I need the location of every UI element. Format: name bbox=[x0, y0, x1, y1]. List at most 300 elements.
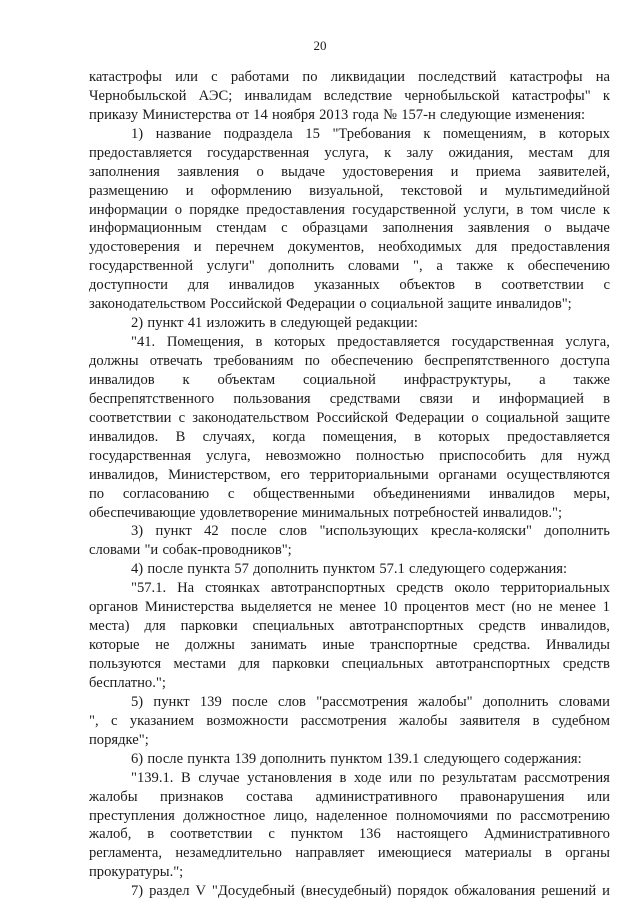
word: инвалидам bbox=[244, 87, 312, 104]
text-line bbox=[89, 541, 610, 560]
word: которых bbox=[438, 428, 490, 445]
word: катастрофы bbox=[89, 68, 162, 85]
word: дополнить bbox=[260, 750, 326, 767]
word: средств bbox=[562, 656, 610, 673]
word: содержания: bbox=[504, 750, 582, 767]
word: соответствии bbox=[170, 826, 253, 843]
word: соответствии bbox=[89, 409, 172, 426]
word: местам bbox=[528, 144, 574, 161]
word: органами bbox=[438, 466, 497, 483]
text-line bbox=[89, 693, 610, 712]
word: словами bbox=[89, 542, 141, 559]
word: 10 bbox=[382, 599, 398, 616]
word: парковки bbox=[180, 618, 238, 635]
text-line bbox=[89, 68, 610, 87]
word: катастрофы" bbox=[511, 87, 591, 104]
word: Помещения, bbox=[166, 334, 244, 351]
word: заявления bbox=[467, 220, 530, 237]
word: пункт bbox=[153, 693, 190, 710]
text-line bbox=[89, 674, 610, 693]
word: территориальных bbox=[500, 580, 610, 597]
word: в bbox=[414, 428, 422, 445]
word: с bbox=[178, 409, 186, 426]
word: для bbox=[541, 447, 563, 464]
word: "57.1. bbox=[131, 580, 167, 597]
word: пункта bbox=[187, 750, 231, 767]
word: административного bbox=[315, 788, 438, 805]
word: в bbox=[147, 826, 155, 843]
word: 157-н bbox=[401, 106, 436, 123]
word: решений bbox=[541, 883, 597, 900]
word: государственная bbox=[207, 144, 310, 161]
document-body bbox=[89, 68, 610, 901]
word: беспрепятственного bbox=[89, 390, 215, 407]
word: информацией bbox=[499, 390, 584, 407]
word: о bbox=[256, 163, 264, 180]
word: инвалидов, bbox=[540, 618, 610, 635]
word: жалобы" bbox=[418, 693, 473, 710]
word: государственная bbox=[451, 334, 554, 351]
text-line bbox=[89, 598, 610, 617]
word: следующие bbox=[439, 106, 512, 123]
word: органов bbox=[89, 599, 139, 616]
word: мультимедийной bbox=[505, 182, 610, 199]
text-line bbox=[89, 617, 610, 636]
word: автотранспортных bbox=[349, 618, 464, 635]
word: заявителя bbox=[459, 712, 521, 729]
word: "рассмотрения bbox=[316, 693, 408, 710]
word: указанием bbox=[129, 712, 195, 729]
word: 2013 bbox=[319, 106, 349, 123]
word: Федерации bbox=[395, 409, 465, 426]
word: судебном bbox=[551, 712, 610, 729]
word: ноября bbox=[271, 106, 315, 123]
text-line bbox=[89, 712, 610, 731]
word: заполнения bbox=[89, 163, 160, 180]
word: беспрепятственного bbox=[424, 353, 550, 370]
word: государственной bbox=[352, 201, 457, 218]
word: кресла-коляски" bbox=[430, 523, 533, 540]
word: слов bbox=[279, 523, 308, 540]
word: процентов bbox=[404, 599, 469, 616]
word: средствами bbox=[329, 390, 401, 407]
word: в bbox=[539, 125, 547, 142]
word: название bbox=[155, 125, 212, 142]
word: материалы bbox=[464, 845, 532, 862]
word: с bbox=[110, 712, 118, 729]
word: необходимых bbox=[378, 239, 462, 256]
text-line bbox=[89, 220, 610, 239]
word: к bbox=[506, 258, 515, 275]
word: лицо, bbox=[273, 807, 308, 824]
word: выдаче bbox=[281, 163, 325, 180]
word: пункт bbox=[155, 523, 192, 540]
word: вследствие bbox=[323, 87, 393, 104]
word: случае bbox=[198, 769, 240, 786]
word: содержания: bbox=[489, 561, 568, 578]
word: инвалидов bbox=[89, 371, 155, 388]
word: В bbox=[181, 769, 191, 786]
word: о bbox=[174, 201, 183, 218]
word: текстовой bbox=[400, 182, 463, 199]
word: законодательством bbox=[192, 409, 310, 426]
word: жалобы bbox=[89, 788, 138, 805]
text-line bbox=[89, 409, 610, 428]
word: должностное bbox=[183, 807, 266, 824]
word: (но bbox=[511, 599, 532, 616]
text-line bbox=[89, 731, 610, 750]
word: Российской bbox=[316, 409, 389, 426]
word: следующего bbox=[423, 750, 500, 767]
word: дополнить bbox=[253, 561, 319, 578]
word: 139 bbox=[234, 750, 257, 767]
word: для bbox=[187, 277, 210, 294]
word: по bbox=[89, 485, 105, 502]
word: и bbox=[193, 239, 202, 256]
word: 1) bbox=[131, 125, 144, 142]
word: 42 bbox=[204, 523, 219, 540]
word: порядке bbox=[189, 201, 239, 218]
word: помещения, bbox=[322, 428, 397, 445]
word: для bbox=[588, 144, 610, 161]
text-line bbox=[89, 371, 610, 390]
word: информации bbox=[89, 201, 168, 218]
word: дополнить bbox=[482, 693, 549, 710]
word: по bbox=[419, 769, 435, 786]
word: в bbox=[545, 845, 552, 862]
text-line bbox=[89, 87, 610, 106]
word: государственная bbox=[89, 447, 192, 464]
word: раздел bbox=[149, 883, 190, 900]
word: к bbox=[423, 125, 431, 142]
word: невозможно bbox=[265, 447, 341, 464]
word: средств bbox=[396, 580, 444, 597]
word: в bbox=[532, 712, 540, 729]
word: законодательством bbox=[89, 296, 206, 313]
word: когда bbox=[272, 428, 306, 445]
word: настоящего bbox=[396, 826, 468, 843]
word: около bbox=[454, 580, 490, 597]
text-line bbox=[89, 466, 610, 485]
word: жалоб, bbox=[89, 826, 132, 843]
word: а bbox=[539, 371, 546, 388]
word: образцами bbox=[302, 220, 368, 237]
word: о bbox=[471, 409, 479, 426]
word: ", bbox=[413, 258, 423, 275]
word: Административного bbox=[483, 826, 610, 843]
word: наделенное bbox=[315, 807, 388, 824]
word: специальных bbox=[341, 656, 424, 673]
word: полномочиями bbox=[395, 807, 489, 824]
word: пользования bbox=[233, 390, 311, 407]
word: пунктом bbox=[290, 826, 343, 843]
word: после bbox=[232, 693, 268, 710]
word: "Досудебный bbox=[211, 883, 295, 900]
word: изменения: bbox=[515, 106, 586, 123]
word: объектам bbox=[217, 371, 276, 388]
word: доступности bbox=[89, 277, 168, 294]
word: обеспечению bbox=[527, 258, 610, 275]
text-line bbox=[89, 201, 610, 220]
word: Чернобыльской bbox=[89, 87, 187, 104]
text-line bbox=[89, 750, 610, 769]
word: для bbox=[475, 239, 498, 256]
word: словами bbox=[558, 693, 610, 710]
text-line bbox=[89, 144, 610, 163]
text-line bbox=[89, 788, 610, 807]
word: должны bbox=[89, 353, 139, 370]
word: инвалидов bbox=[489, 485, 555, 502]
word: "и bbox=[144, 542, 159, 559]
word: также bbox=[573, 371, 610, 388]
word: также bbox=[456, 258, 494, 275]
word: потребностей bbox=[393, 504, 479, 521]
word: социальной bbox=[370, 296, 444, 313]
text-line bbox=[89, 257, 610, 276]
word: меры, bbox=[573, 485, 610, 502]
word: изложить bbox=[206, 315, 266, 332]
word: защите bbox=[565, 409, 610, 426]
word: дополнить bbox=[544, 523, 610, 540]
word: к bbox=[384, 144, 392, 161]
word: в bbox=[269, 315, 277, 332]
word: предоставляется bbox=[507, 428, 610, 445]
word: АЭС; bbox=[198, 87, 233, 104]
word: 139 bbox=[199, 693, 222, 710]
word: результатам bbox=[442, 769, 517, 786]
text-line bbox=[89, 485, 610, 504]
word: которых bbox=[274, 334, 326, 351]
word: "Требования bbox=[332, 125, 411, 142]
word: словами bbox=[348, 258, 400, 275]
word: места) bbox=[89, 618, 130, 635]
word: Министерством, bbox=[168, 466, 271, 483]
word: том bbox=[530, 201, 554, 218]
word: последствий bbox=[418, 68, 497, 85]
word: ходе bbox=[353, 769, 382, 786]
text-line bbox=[89, 163, 610, 182]
word: информационным bbox=[89, 220, 202, 237]
word: 136 bbox=[358, 826, 381, 843]
word: государственной bbox=[89, 258, 194, 275]
word: чернобыльской bbox=[404, 87, 500, 104]
word: 2) bbox=[131, 315, 144, 332]
word: иные bbox=[322, 637, 355, 654]
text-line bbox=[89, 390, 610, 409]
text-line bbox=[89, 314, 610, 333]
text-line bbox=[89, 523, 610, 542]
word: Инвалиды bbox=[546, 637, 610, 654]
word: или bbox=[389, 769, 412, 786]
word: пунктом bbox=[330, 750, 383, 767]
word: и bbox=[602, 883, 610, 900]
word: в bbox=[516, 201, 524, 218]
word: На bbox=[177, 580, 195, 597]
word: предоставляется bbox=[337, 334, 441, 351]
text-line bbox=[89, 560, 610, 579]
word: "41. bbox=[131, 334, 156, 351]
word: прокуратуры."; bbox=[89, 864, 184, 881]
word: с bbox=[227, 485, 235, 502]
word: "139.1. bbox=[131, 769, 174, 786]
text-line bbox=[89, 125, 610, 144]
text-line bbox=[89, 106, 610, 125]
word: 139.1 bbox=[386, 750, 420, 767]
word: менее bbox=[559, 599, 596, 616]
word: порядке"; bbox=[89, 731, 149, 748]
word: по bbox=[496, 807, 512, 824]
word: социальной bbox=[303, 371, 376, 388]
word: на bbox=[595, 68, 610, 85]
word: после bbox=[147, 750, 184, 767]
word: или bbox=[175, 68, 198, 85]
word: после bbox=[231, 523, 267, 540]
text-line bbox=[89, 863, 610, 882]
word: залу bbox=[406, 144, 434, 161]
word: и bbox=[479, 182, 488, 199]
word: удостоверения bbox=[342, 163, 434, 180]
word: (внесудебный) bbox=[300, 883, 392, 900]
word: с bbox=[268, 826, 275, 843]
word: Министерства bbox=[142, 106, 232, 123]
word: указанных bbox=[314, 277, 380, 294]
word: состава bbox=[246, 788, 293, 805]
text-line bbox=[89, 295, 610, 314]
word: занимать bbox=[250, 637, 307, 654]
word: объектов bbox=[399, 277, 456, 294]
word: 7) bbox=[131, 883, 144, 900]
word: рассмотрения bbox=[524, 769, 610, 786]
word: не bbox=[318, 599, 333, 616]
word: защите bbox=[447, 296, 492, 313]
word: о bbox=[544, 220, 552, 237]
word: к bbox=[602, 87, 610, 104]
word: правонарушения bbox=[460, 788, 565, 805]
word: ликвидации bbox=[330, 68, 405, 85]
word: инвалидов. bbox=[89, 428, 159, 445]
word: в bbox=[339, 769, 347, 786]
word: обеспечивающие bbox=[89, 504, 196, 521]
word: V bbox=[195, 883, 206, 900]
word: направляет bbox=[295, 845, 365, 862]
word: инвалидов."; bbox=[482, 504, 563, 521]
word: выделяется bbox=[240, 599, 312, 616]
word: 5) bbox=[131, 693, 144, 710]
word: удовлетворение bbox=[199, 504, 298, 521]
word: отвечать bbox=[149, 353, 203, 370]
word: социальной bbox=[485, 409, 559, 426]
word: преступления bbox=[89, 807, 175, 824]
word: ", bbox=[89, 712, 99, 729]
word: катастрофы bbox=[509, 68, 583, 85]
word: минимальных bbox=[301, 504, 390, 521]
word: которых bbox=[558, 125, 610, 142]
word: транспортные bbox=[370, 637, 458, 654]
text-line bbox=[89, 826, 610, 845]
word: общественными bbox=[253, 485, 355, 502]
word: заполнения bbox=[382, 220, 454, 237]
word: 57.1 bbox=[379, 561, 405, 578]
word: "использующих bbox=[319, 523, 419, 540]
word: для bbox=[238, 656, 260, 673]
text-line bbox=[89, 428, 610, 447]
word: обжалования bbox=[454, 883, 536, 900]
word: и bbox=[472, 390, 480, 407]
word: дополнить bbox=[268, 258, 335, 275]
word: приема bbox=[475, 163, 521, 180]
word: заявления bbox=[177, 163, 240, 180]
word: автотранспортных bbox=[270, 580, 386, 597]
word: о bbox=[359, 296, 367, 313]
word: от bbox=[235, 106, 249, 123]
word: размещению bbox=[89, 182, 169, 199]
text-line bbox=[89, 579, 610, 598]
word: требованиям bbox=[213, 353, 294, 370]
word: документов, bbox=[288, 239, 365, 256]
word: Российской bbox=[209, 296, 282, 313]
word: 14 bbox=[253, 106, 268, 123]
word: услуги, bbox=[463, 201, 510, 218]
word: автотранспортных bbox=[435, 656, 551, 673]
word: не bbox=[538, 599, 553, 616]
word: предоставляется bbox=[89, 144, 192, 161]
word: пользуются bbox=[89, 656, 162, 673]
word: связи bbox=[419, 390, 453, 407]
word: собак-проводников"; bbox=[162, 542, 292, 559]
word: после bbox=[147, 561, 184, 578]
word: следующей bbox=[280, 315, 352, 332]
word: удостоверения bbox=[89, 239, 180, 256]
word: услуга, bbox=[324, 144, 369, 161]
word: оформлению bbox=[210, 182, 292, 199]
word: порядок bbox=[397, 883, 449, 900]
word: 3) bbox=[131, 523, 144, 540]
word: подраздела bbox=[223, 125, 293, 142]
word: 4) bbox=[131, 561, 144, 578]
word: менее bbox=[339, 599, 376, 616]
word: и bbox=[185, 182, 194, 199]
word: инвалидов bbox=[228, 277, 295, 294]
word: местами bbox=[173, 656, 227, 673]
text-line bbox=[89, 238, 610, 257]
word: доступа bbox=[560, 353, 610, 370]
word: 6) bbox=[131, 750, 144, 767]
word: к bbox=[182, 371, 190, 388]
word: в bbox=[603, 390, 610, 407]
word: перечнем bbox=[215, 239, 275, 256]
word: помещениям, bbox=[443, 125, 527, 142]
word: установления bbox=[247, 769, 332, 786]
word: услуги" bbox=[206, 258, 255, 275]
word: территориальными bbox=[309, 466, 429, 483]
word: визуальной, bbox=[309, 182, 384, 199]
word: соответствии bbox=[501, 277, 584, 294]
word: предоставления bbox=[246, 201, 345, 218]
word: средства. bbox=[473, 637, 531, 654]
word: по bbox=[302, 68, 318, 85]
word: не bbox=[155, 637, 170, 654]
word: числе bbox=[560, 201, 596, 218]
word: с bbox=[603, 277, 610, 294]
word: заявителей, bbox=[538, 163, 610, 180]
word: признаков bbox=[160, 788, 224, 805]
word: услуга, bbox=[565, 334, 610, 351]
text-line bbox=[89, 352, 610, 371]
word: а bbox=[436, 258, 443, 275]
word: 15 bbox=[305, 125, 320, 142]
word: средств bbox=[478, 618, 526, 635]
word: стендам bbox=[216, 220, 267, 237]
